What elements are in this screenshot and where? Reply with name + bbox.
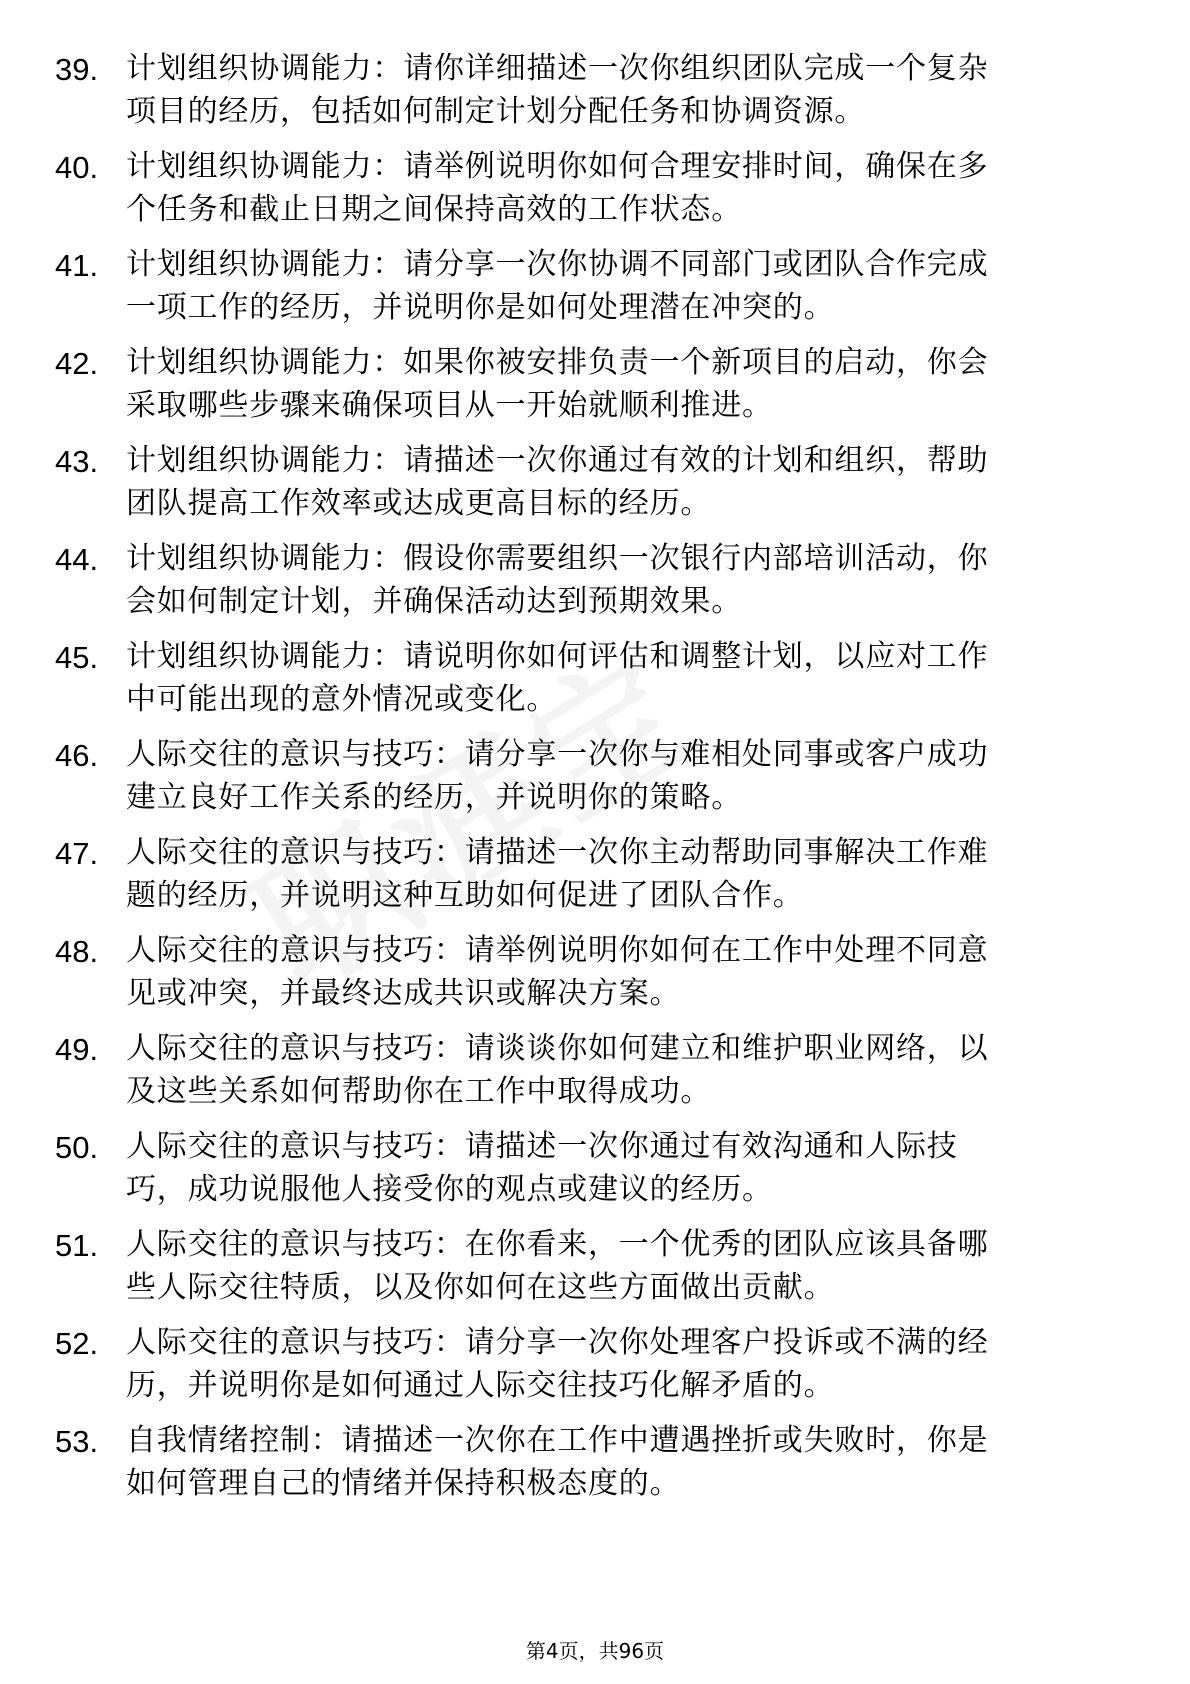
question-line: 计划组织协调能力：请描述一次你通过有效的计划和组织，帮助 bbox=[126, 443, 989, 478]
question-number: 50. bbox=[55, 1130, 99, 1165]
list-item bbox=[0, 733, 1190, 831]
question-line: 人际交往的意识与技巧：请举例说明你如何在工作中处理不同意 bbox=[126, 933, 989, 968]
list-item bbox=[0, 439, 1190, 537]
question-text bbox=[126, 341, 1126, 427]
question-text bbox=[126, 831, 1126, 917]
question-line: 计划组织协调能力：假设你需要组织一次银行内部培训活动，你 bbox=[126, 541, 989, 576]
question-number: 45. bbox=[55, 640, 99, 675]
question-text bbox=[126, 635, 1126, 721]
question-number: 40. bbox=[55, 150, 99, 185]
list-item bbox=[0, 1125, 1190, 1223]
list-item bbox=[0, 145, 1190, 243]
question-line: 人际交往的意识与技巧：请描述一次你通过有效沟通和人际技 bbox=[126, 1129, 958, 1164]
list-item bbox=[0, 1223, 1190, 1321]
question-text bbox=[126, 1223, 1126, 1309]
question-line: 人际交往的意识与技巧：请分享一次你处理客户投诉或不满的经 bbox=[126, 1325, 989, 1360]
list-item bbox=[0, 1321, 1190, 1419]
question-number: 42. bbox=[55, 346, 99, 381]
question-number: 49. bbox=[55, 1032, 99, 1067]
question-line: 人际交往的意识与技巧：在你看来，一个优秀的团队应该具备哪 bbox=[126, 1227, 989, 1262]
question-number: 46. bbox=[55, 738, 99, 773]
question-text bbox=[126, 1027, 1126, 1113]
question-line: 个任务和截止日期之间保持高效的工作状态。 bbox=[126, 192, 742, 227]
question-text bbox=[126, 439, 1126, 525]
question-line: 人际交往的意识与技巧：请分享一次你与难相处同事或客户成功 bbox=[126, 737, 989, 772]
question-line: 计划组织协调能力：请你详细描述一次你组织团队完成一个复杂 bbox=[126, 51, 989, 86]
question-line: 建立良好工作关系的经历，并说明你的策略。 bbox=[126, 780, 742, 815]
page-number-label: 第4页，共96页 bbox=[525, 1639, 665, 1663]
question-text bbox=[126, 243, 1126, 329]
question-line: 人际交往的意识与技巧：请描述一次你主动帮助同事解决工作难 bbox=[126, 835, 989, 870]
question-line: 如何管理自己的情绪并保持积极态度的。 bbox=[126, 1466, 681, 1501]
question-number: 53. bbox=[55, 1424, 99, 1459]
question-line: 采取哪些步骤来确保项目从一开始就顺利推进。 bbox=[126, 388, 773, 423]
question-number: 39. bbox=[55, 52, 99, 87]
question-line: 题的经历，并说明这种互助如何促进了团队合作。 bbox=[126, 878, 804, 913]
question-text bbox=[126, 929, 1126, 1015]
question-line: 历，并说明你是如何通过人际交往技巧化解矛盾的。 bbox=[126, 1368, 835, 1403]
question-text bbox=[126, 1321, 1126, 1407]
question-line: 人际交往的意识与技巧：请谈谈你如何建立和维护职业网络，以 bbox=[126, 1031, 989, 1066]
question-number: 47. bbox=[55, 836, 99, 871]
question-text bbox=[126, 733, 1126, 819]
list-item bbox=[0, 929, 1190, 1027]
question-text bbox=[126, 537, 1126, 623]
question-line: 计划组织协调能力：请举例说明你如何合理安排时间，确保在多 bbox=[126, 149, 989, 184]
question-number: 52. bbox=[55, 1326, 99, 1361]
question-list bbox=[0, 47, 1190, 1517]
question-text bbox=[126, 1419, 1126, 1505]
list-item bbox=[0, 635, 1190, 733]
question-line: 计划组织协调能力：请说明你如何评估和调整计划，以应对工作 bbox=[126, 639, 989, 674]
question-line: 及这些关系如何帮助你在工作中取得成功。 bbox=[126, 1074, 712, 1109]
list-item bbox=[0, 831, 1190, 929]
list-item bbox=[0, 47, 1190, 145]
question-line: 项目的经历，包括如何制定计划分配任务和协调资源。 bbox=[126, 94, 866, 129]
question-line: 些人际交往特质，以及你如何在这些方面做出贡献。 bbox=[126, 1270, 835, 1305]
question-text bbox=[126, 1125, 1126, 1211]
page-footer bbox=[0, 1635, 1190, 1664]
question-number: 44. bbox=[55, 542, 99, 577]
question-line: 会如何制定计划，并确保活动达到预期效果。 bbox=[126, 584, 742, 619]
question-number: 48. bbox=[55, 934, 99, 969]
question-text bbox=[126, 47, 1126, 133]
list-item bbox=[0, 537, 1190, 635]
question-line: 见或冲突，并最终达成共识或解决方案。 bbox=[126, 976, 681, 1011]
question-number: 51. bbox=[55, 1228, 99, 1263]
list-item bbox=[0, 243, 1190, 341]
question-line: 巧，成功说服他人接受你的观点或建议的经历。 bbox=[126, 1172, 773, 1207]
question-number: 41. bbox=[55, 248, 99, 283]
list-item bbox=[0, 341, 1190, 439]
list-item bbox=[0, 1419, 1190, 1517]
question-line: 团队提高工作效率或达成更高目标的经历。 bbox=[126, 486, 712, 521]
question-line: 一项工作的经历，并说明你是如何处理潜在冲突的。 bbox=[126, 290, 835, 325]
question-text bbox=[126, 145, 1126, 231]
question-line: 自我情绪控制：请描述一次你在工作中遭遇挫折或失败时，你是 bbox=[126, 1423, 989, 1458]
question-number: 43. bbox=[55, 444, 99, 479]
question-line: 计划组织协调能力：如果你被安排负责一个新项目的启动，你会 bbox=[126, 345, 989, 380]
list-item bbox=[0, 1027, 1190, 1125]
question-line: 计划组织协调能力：请分享一次你协调不同部门或团队合作完成 bbox=[126, 247, 989, 282]
question-line: 中可能出现的意外情况或变化。 bbox=[126, 682, 558, 717]
